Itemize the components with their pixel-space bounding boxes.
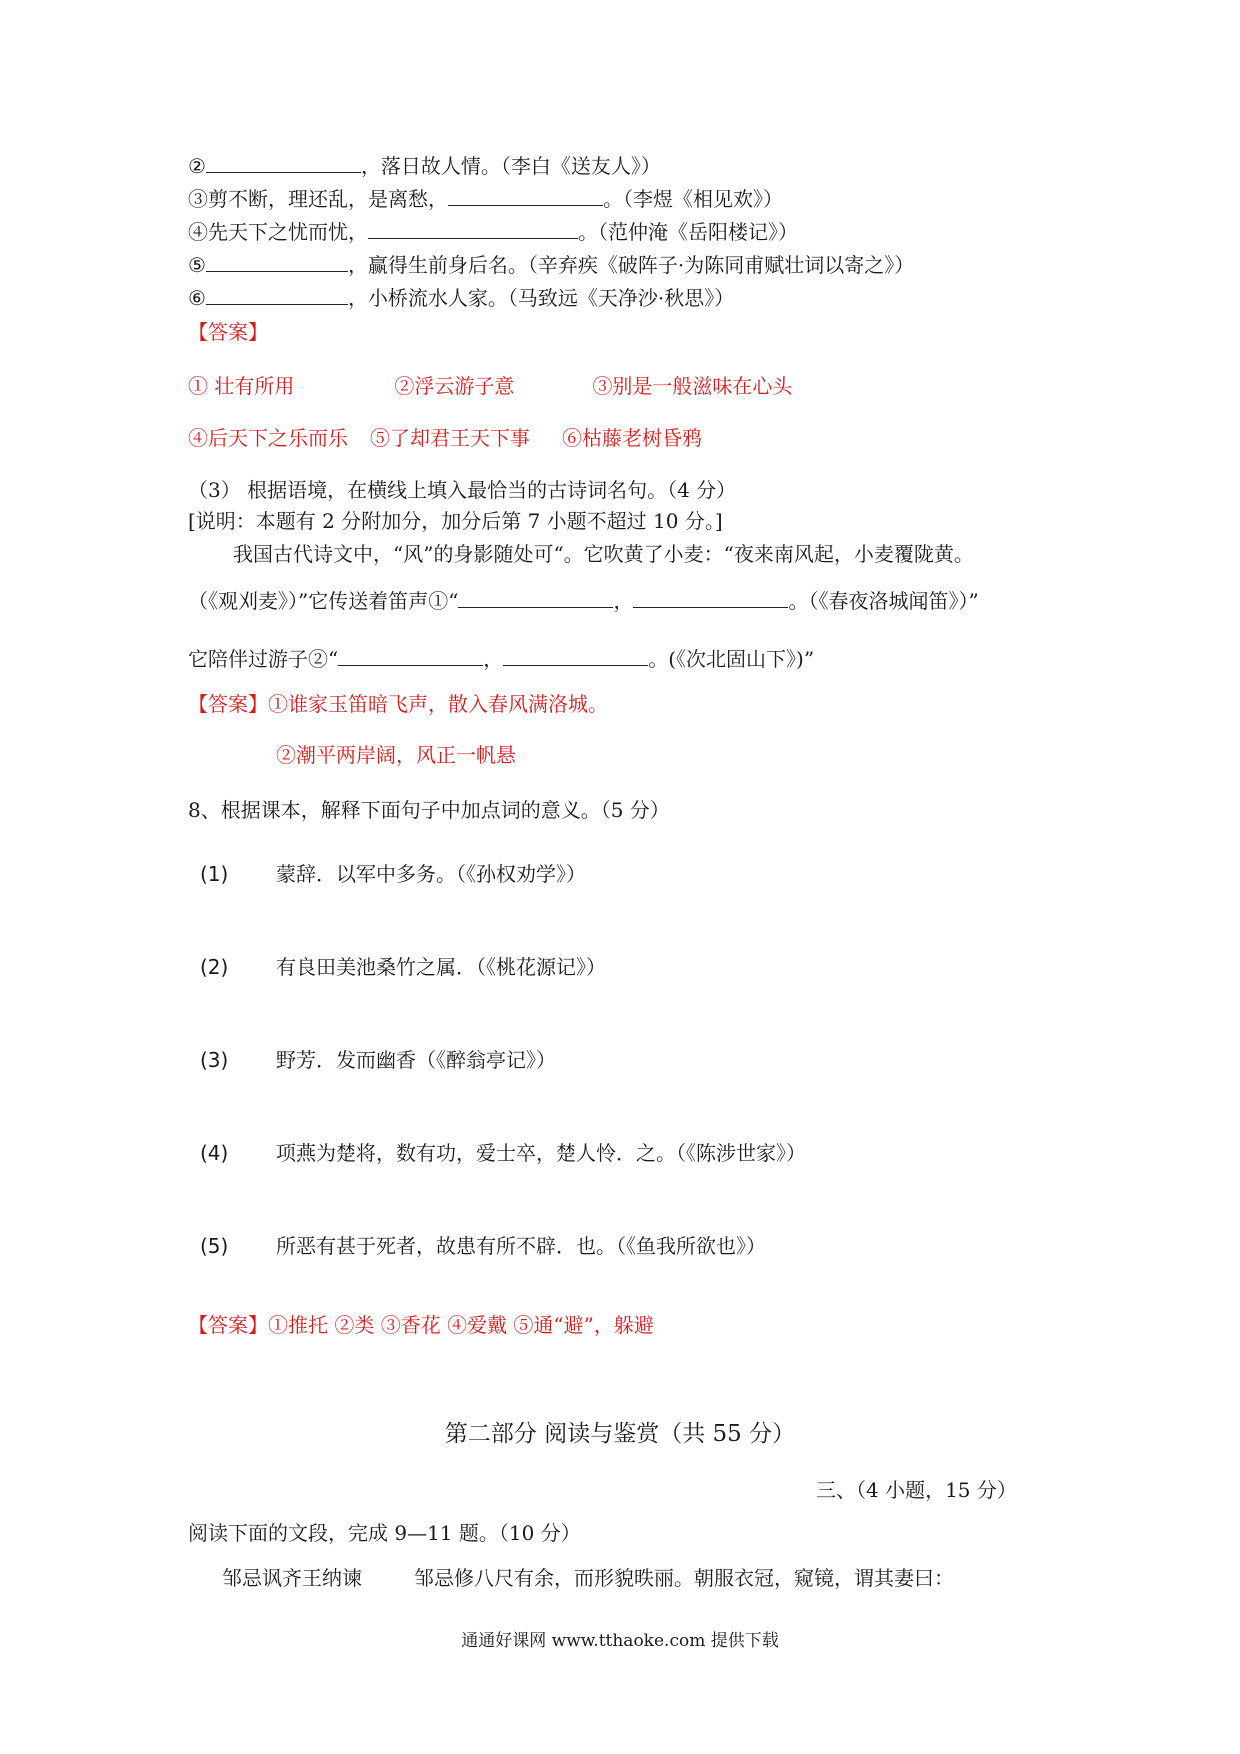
- q3-note: [说明：本题有 2 分附加分，加分后第 7 小题不超过 10 分。]: [188, 509, 723, 533]
- section-heading: 三、（4 小题，15 分）: [816, 1478, 1017, 1502]
- answer-row-2: ④后天下之乐而乐 ⑤了却君王天下事 ⑥枯藤老树昏鸦: [188, 426, 702, 450]
- poem-line-4: ④先天下之忧而忧， 。（范仲淹《岳阳楼记》）: [188, 220, 798, 244]
- answer-blank: [503, 645, 648, 666]
- answer-blank: [338, 645, 483, 666]
- part2-title: 第二部分 阅读与鉴赏（共 55 分）: [444, 1421, 796, 1447]
- reading-instruction: 阅读下面的文段，完成 9—11 题。（10 分）: [188, 1521, 581, 1545]
- answer-row-1: ① 壮有所用 ②浮云游子意 ③别是一般滋味在心头: [188, 374, 793, 398]
- q8-answer: 【答案】①推托 ②类 ③香花 ④爱戴 ⑤通“避”，躲避: [188, 1313, 654, 1337]
- answer-blank: [206, 251, 348, 272]
- poem-line-3: ③剪不断，理还乱，是离愁， 。（李煜《相见欢》）: [188, 187, 783, 211]
- answer-blank: [368, 218, 578, 239]
- answer-blank: [206, 284, 348, 305]
- q8-item: (2) 有良田美池桑竹之属．（《桃花源记》）: [200, 955, 606, 979]
- poem-line-6: ⑥ ，小桥流水人家。（马致远《天净沙·秋思》）: [188, 286, 735, 310]
- q8-item: (4) 项燕为楚将，数有功，爱士卒，楚人怜．之。（《陈涉世家》）: [200, 1141, 806, 1165]
- answer-label: 【答案】: [188, 320, 268, 344]
- q3-paragraph-3: 它陪伴过游子②“ ， 。(《次北固山下》)”: [188, 647, 815, 671]
- poem-line-2: ② ，落日故人情。（李白《送友人》）: [188, 154, 661, 178]
- answer-blank: [206, 152, 361, 173]
- q3-title: （3） 根据语境，在横线上填入最恰当的古诗词名句。（4 分）: [188, 478, 737, 502]
- answer-blank: [633, 587, 788, 608]
- passage-line: 邹忌讽齐王纳谏 邹忌修八尺有余，而形貌昳丽。朝服衣冠，窥镜，谓其妻曰：: [222, 1566, 954, 1590]
- answer-blank: [458, 587, 613, 608]
- q3-paragraph-1: 我国古代诗文中，“风”的身影随处可“。它吹黄了小麦：“夜来南风起，小麦覆陇黄。: [233, 542, 974, 566]
- q8-title: 8、根据课本，解释下面句子中加点词的意义。（5 分）: [188, 798, 670, 822]
- q3-answer-2: ②潮平两岸阔，风正一帆悬: [276, 743, 516, 767]
- q8-item: (3) 野芳．发而幽香（《醉翁亭记》）: [200, 1048, 556, 1072]
- q8-item: (1) 蒙辞．以军中多务。（《孙权劝学》）: [200, 862, 586, 886]
- q3-answer-1: 【答案】①谁家玉笛暗飞声，散入春风满洛城。: [188, 692, 608, 716]
- answer-blank: [448, 185, 603, 206]
- poem-line-5: ⑤ ，赢得生前身后名。（辛弃疾《破阵子·为陈同甫赋壮词以寄之》）: [188, 253, 915, 277]
- q3-paragraph-2: （《观刈麦》）”它传送着笛声①“ ， 。（《春夜洛城闻笛》）”: [188, 589, 979, 613]
- q8-item: (5) 所恶有甚于死者，故患有所不辟．也。（《鱼我所欲也》）: [200, 1234, 766, 1258]
- passage-title: 邹忌讽齐王纳谏: [222, 1566, 362, 1590]
- page-footer: 通通好课网 www.tthaoke.com 提供下载: [461, 1631, 779, 1651]
